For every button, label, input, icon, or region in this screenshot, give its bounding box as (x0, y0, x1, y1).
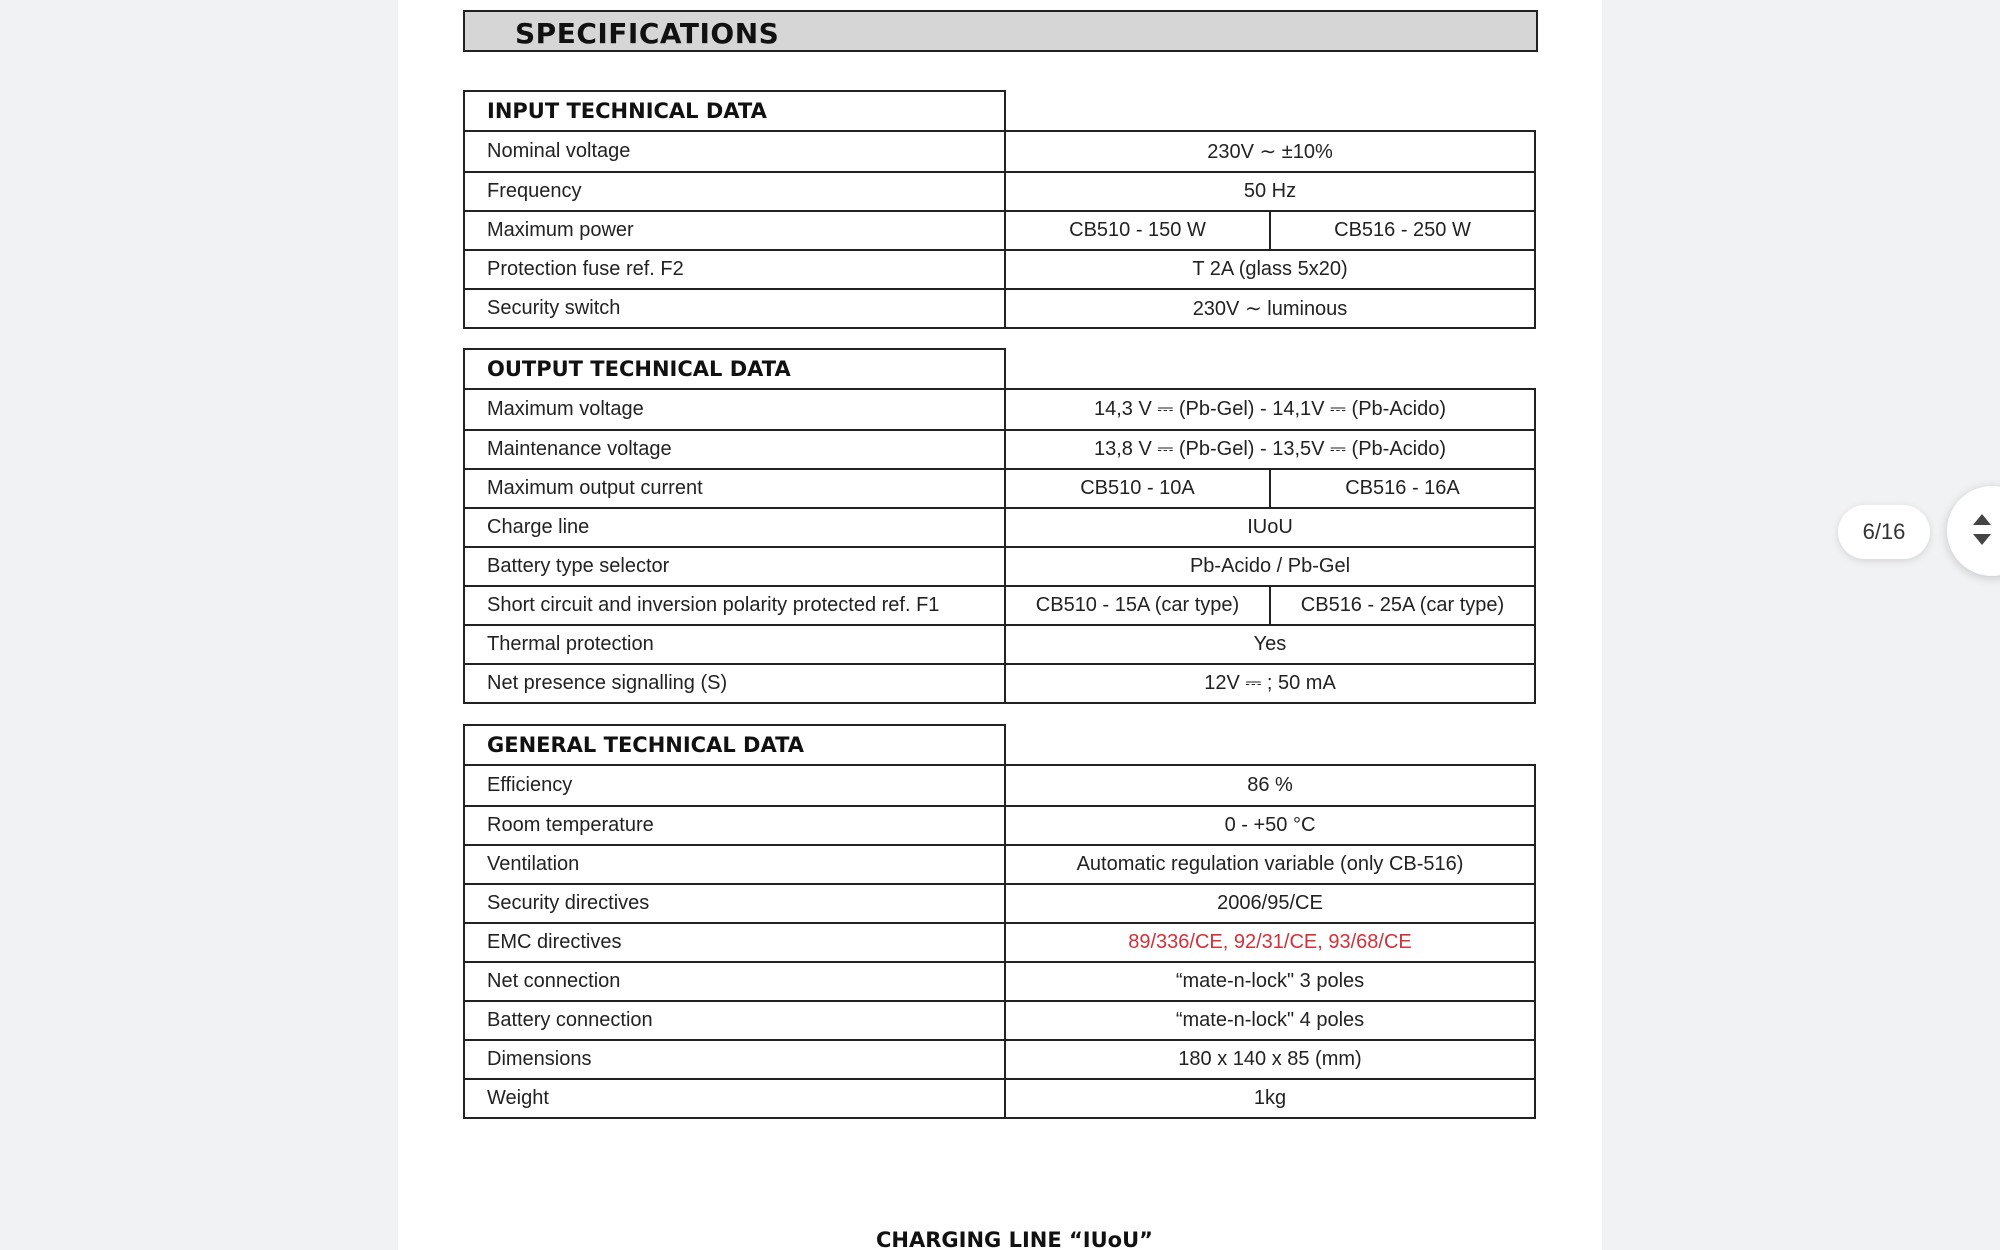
row-value: “mate-n-lock" 3 poles (1175, 970, 1365, 992)
row-label: Maximum power (465, 212, 1006, 249)
table-row (465, 1078, 1534, 1117)
arrow-down-icon[interactable] (1973, 534, 1991, 545)
row-value-cb516: CB516 - 250 W (1334, 219, 1471, 241)
table-row (465, 210, 1534, 249)
row-label: Nominal voltage (465, 132, 1006, 171)
row-label: Charge line (465, 509, 1006, 546)
table-row (465, 961, 1534, 1000)
table-row (465, 1000, 1534, 1039)
split-values (1006, 470, 1534, 507)
split-values (1006, 212, 1534, 249)
spec-table (463, 130, 1536, 329)
row-label: Room temperature (465, 807, 1006, 844)
row-label: Security switch (465, 290, 1006, 327)
row-value-cb516: CB516 - 25A (car type) (1300, 594, 1505, 616)
table-row (465, 171, 1534, 210)
row-label: Weight (465, 1080, 1006, 1117)
row-value: 230V ∼ ±10% (1207, 141, 1333, 163)
row-value: T 2A (glass 5x20) (1192, 258, 1348, 280)
table-row (465, 507, 1534, 546)
row-label: Thermal protection (465, 626, 1006, 663)
row-value-cb510: CB510 - 10A (1006, 470, 1271, 507)
row-label: Dimensions (465, 1041, 1006, 1078)
row-value: 50 Hz (1243, 180, 1297, 202)
section-title: GENERAL TECHNICAL DATA (463, 724, 1006, 764)
page-title: SPECIFICATIONS (515, 17, 780, 50)
row-value: “mate-n-lock" 4 poles (1175, 1009, 1365, 1031)
section-title: INPUT TECHNICAL DATA (463, 90, 1006, 130)
table-row (465, 922, 1534, 961)
row-value: Yes (1253, 633, 1287, 655)
row-value-cb516: CB516 - 16A (1345, 477, 1460, 499)
row-value-emc: 89/336/CE, 92/31/CE, 93/68/CE (1128, 931, 1412, 953)
row-value-cb510: CB510 - 150 W (1006, 212, 1271, 249)
arrow-up-icon[interactable] (1973, 514, 1991, 525)
row-label: Maximum voltage (465, 390, 1006, 429)
row-value: 13,8 V ⎓ (Pb-Gel) - 13,5V ⎓ (Pb-Acido) (1093, 438, 1447, 460)
table-row (465, 546, 1534, 585)
row-label: Net presence signalling (S) (465, 665, 1006, 702)
table-row (465, 249, 1534, 288)
table-row (465, 132, 1534, 171)
row-value: 12V ⎓ ; 50 mA (1204, 672, 1336, 694)
page-indicator: 6/16 (1838, 505, 1930, 559)
row-value: Pb-Acido / Pb-Gel (1189, 555, 1351, 577)
table-row (465, 883, 1534, 922)
row-label: Battery type selector (465, 548, 1006, 585)
table-row (465, 663, 1534, 702)
row-value: 86 % (1247, 774, 1293, 796)
row-label: Protection fuse ref. F2 (465, 251, 1006, 288)
row-label: Security directives (465, 885, 1006, 922)
table-row (465, 390, 1534, 429)
row-label: EMC directives (465, 924, 1006, 961)
table-row (465, 468, 1534, 507)
general-technical-data-section (463, 724, 1536, 1119)
spec-table (463, 764, 1536, 1119)
row-label: Net connection (465, 963, 1006, 1000)
row-value: 230V ∼ luminous (1192, 298, 1348, 320)
document-page (398, 0, 1602, 1250)
row-value: 0 - +50 °C (1224, 814, 1316, 836)
input-technical-data-section (463, 90, 1536, 329)
table-row (465, 766, 1534, 805)
row-label: Efficiency (465, 766, 1006, 805)
table-row (465, 844, 1534, 883)
spec-table (463, 388, 1536, 704)
output-technical-data-section (463, 348, 1536, 704)
table-row (465, 1039, 1534, 1078)
specifications-header (463, 10, 1538, 52)
row-value: 1kg (1253, 1087, 1287, 1109)
charging-line-heading: CHARGING LINE “IUoU” (876, 1228, 1153, 1250)
page-scroll-button[interactable] (1947, 486, 2000, 576)
table-row (465, 585, 1534, 624)
row-value-cb510: CB510 - 15A (car type) (1006, 587, 1271, 624)
row-label: Maintenance voltage (465, 431, 1006, 468)
row-value: 2006/95/CE (1217, 892, 1323, 914)
section-title: OUTPUT TECHNICAL DATA (463, 348, 1006, 388)
row-label: Battery connection (465, 1002, 1006, 1039)
row-value: 14,3 V ⎓ (Pb-Gel) - 14,1V ⎓ (Pb-Acido) (1093, 398, 1447, 420)
row-label: Frequency (465, 173, 1006, 210)
row-label: Maximum output current (465, 470, 1006, 507)
table-row (465, 624, 1534, 663)
row-label: Ventilation (465, 846, 1006, 883)
split-values (1006, 587, 1534, 624)
table-row (465, 805, 1534, 844)
row-value: 180 x 140 x 85 (mm) (1178, 1048, 1362, 1070)
table-row (465, 288, 1534, 327)
row-value: IUoU (1247, 516, 1293, 538)
table-row (465, 429, 1534, 468)
row-value: Automatic regulation variable (only CB-516) (1076, 853, 1464, 875)
row-label: Short circuit and inversion polarity protected ref. F1 (465, 587, 1006, 624)
